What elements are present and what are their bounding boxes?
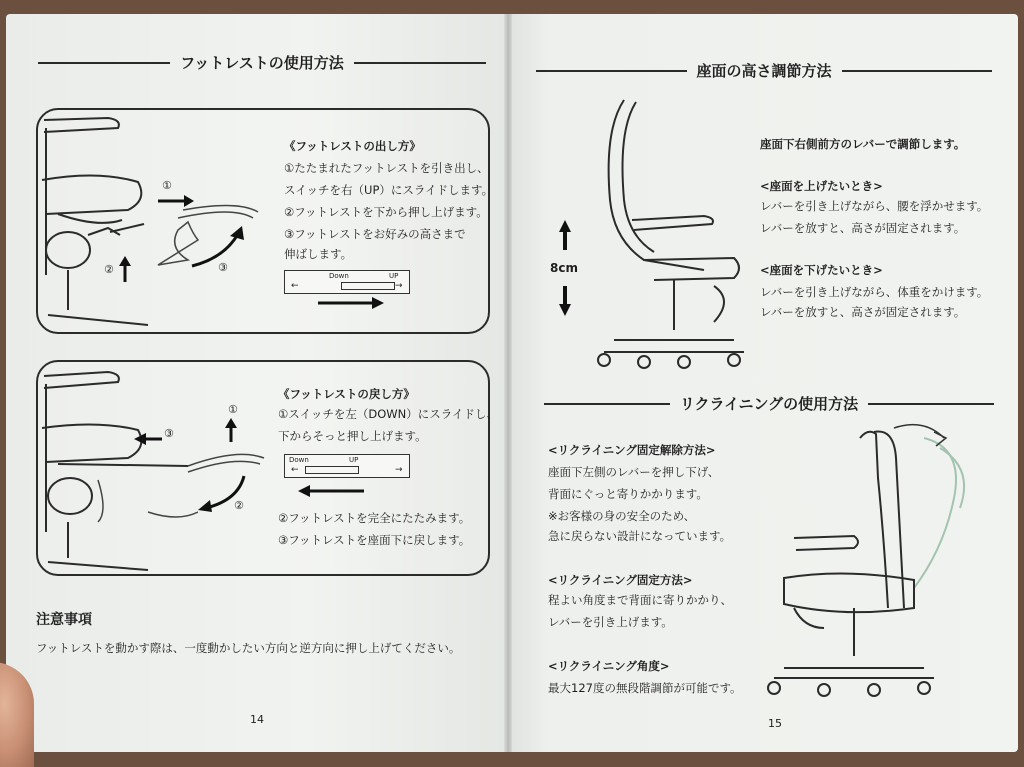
page-number-right: 15 (768, 717, 782, 730)
arrow-right-icon (316, 296, 386, 310)
section-title-text: 座面の高さ調節方法 (696, 62, 832, 80)
slider-down-label: Down (329, 272, 349, 280)
angle-line: 最大127度の無段階調節が可能です。 (548, 681, 742, 695)
arrow-up-icon (118, 256, 132, 284)
extend-heading: 《フットレストの出し方》 (284, 139, 421, 153)
lower-heading: <座面を下げたいとき> (760, 263, 883, 277)
slider-up-label: UP (349, 456, 359, 464)
unlock-heading: <リクライニング固定解除方法> (548, 443, 716, 457)
switch-diagram-up (284, 270, 410, 294)
page-number-left: 14 (250, 713, 264, 726)
step-marker-3: ③ (164, 427, 174, 440)
chair-illustration (38, 110, 288, 330)
section-title-text: フットレストの使用方法 (180, 54, 344, 72)
angle-heading: <リクライニング角度> (548, 659, 670, 673)
arrow-left-icon: ← (291, 281, 299, 291)
extend-step-line: スイッチを右（UP）にスライドします。 (284, 183, 494, 197)
title-rule-left (536, 70, 687, 72)
retract-heading: 《フットレストの戻し方》 (278, 387, 415, 401)
unlock-line: 背面にぐっと寄りかかります。 (548, 487, 708, 501)
raise-heading: <座面を上げたいとき> (760, 179, 883, 193)
switch-diagram-down (284, 454, 410, 478)
footrest-retract-panel (36, 360, 498, 576)
lock-heading: <リクライニング固定方法> (548, 573, 693, 587)
arrow-right-icon: → (395, 281, 403, 291)
raise-line: レバーを放すと、高さが固定されます。 (760, 221, 966, 235)
title-rule-right (842, 70, 993, 72)
step-marker-2: ② (104, 263, 114, 276)
lower-line: レバーを引き上げながら、体重をかけます。 (760, 285, 989, 299)
title-rule-right (354, 62, 486, 64)
slider-down-label: Down (289, 456, 309, 464)
title-rule-left (38, 62, 170, 64)
unlock-line: ※お客様の身の安全のため、 (548, 509, 696, 523)
chair-illustration (764, 418, 1000, 700)
lock-line: 程よい角度まで背面に寄りかかり、 (548, 593, 732, 607)
arrow-right-icon (156, 194, 196, 208)
step-marker-1: ① (162, 179, 172, 192)
caution-body: フットレストを動かす際は、一度動かしたい方向と逆方向に押し上げてください。 (36, 641, 461, 655)
extend-step-line: ③フットレストをお好みの高さまで (284, 227, 466, 241)
raise-line: レバーを引き上げながら、腰を浮かせます。 (760, 199, 989, 213)
step-marker-1: ① (228, 403, 238, 416)
retract-step-line: ①スイッチを左（DOWN）にスライドし、 (278, 407, 498, 421)
slider-track (341, 282, 395, 290)
chair-illustration (584, 90, 754, 370)
caution-heading: 注意事項 (36, 612, 92, 628)
height-range-label: 8cm (550, 261, 578, 275)
unlock-line: 座面下左側のレバーを押し下げ、 (548, 465, 720, 479)
arrow-left-icon (296, 484, 366, 498)
extend-step-line: ①たたまれたフットレストを引き出し、 (284, 161, 489, 175)
arrow-left-icon (134, 432, 164, 446)
lower-line: レバーを放すと、高さが固定されます。 (760, 305, 966, 319)
unlock-line: 急に戻らない設計になっています。 (548, 529, 732, 543)
title-rule-left (544, 403, 670, 405)
height-section-title (536, 60, 992, 81)
arrow-left-icon: ← (291, 465, 299, 475)
title-rule-right (868, 403, 994, 405)
chair-illustration (38, 362, 288, 572)
retract-step-line: ②フットレストを完全にたたみます。 (278, 511, 471, 525)
recline-section-title (544, 393, 994, 414)
footrest-section-title (38, 52, 486, 73)
retract-step-line: 下からそっと押し上げます。 (278, 429, 427, 443)
book-spine (504, 14, 512, 752)
slider-up-label: UP (389, 272, 399, 280)
step-marker-3: ③ (218, 261, 228, 274)
arrow-up-icon (224, 418, 238, 444)
section-title-text: リクライニングの使用方法 (679, 395, 859, 413)
footrest-extend-panel (36, 108, 494, 334)
extend-step-line: ②フットレストを下から押し上げます。 (284, 205, 488, 219)
height-intro: 座面下右側前方のレバーで調節します。 (760, 137, 966, 151)
arrow-right-icon: → (395, 465, 403, 475)
step-marker-2: ② (234, 499, 244, 512)
retract-step-line: ③フットレストを座面下に戻します。 (278, 533, 471, 547)
slider-track (305, 466, 359, 474)
lock-line: レバーを引き上げます。 (548, 615, 673, 629)
extend-step-line: 伸ばします。 (284, 247, 353, 261)
